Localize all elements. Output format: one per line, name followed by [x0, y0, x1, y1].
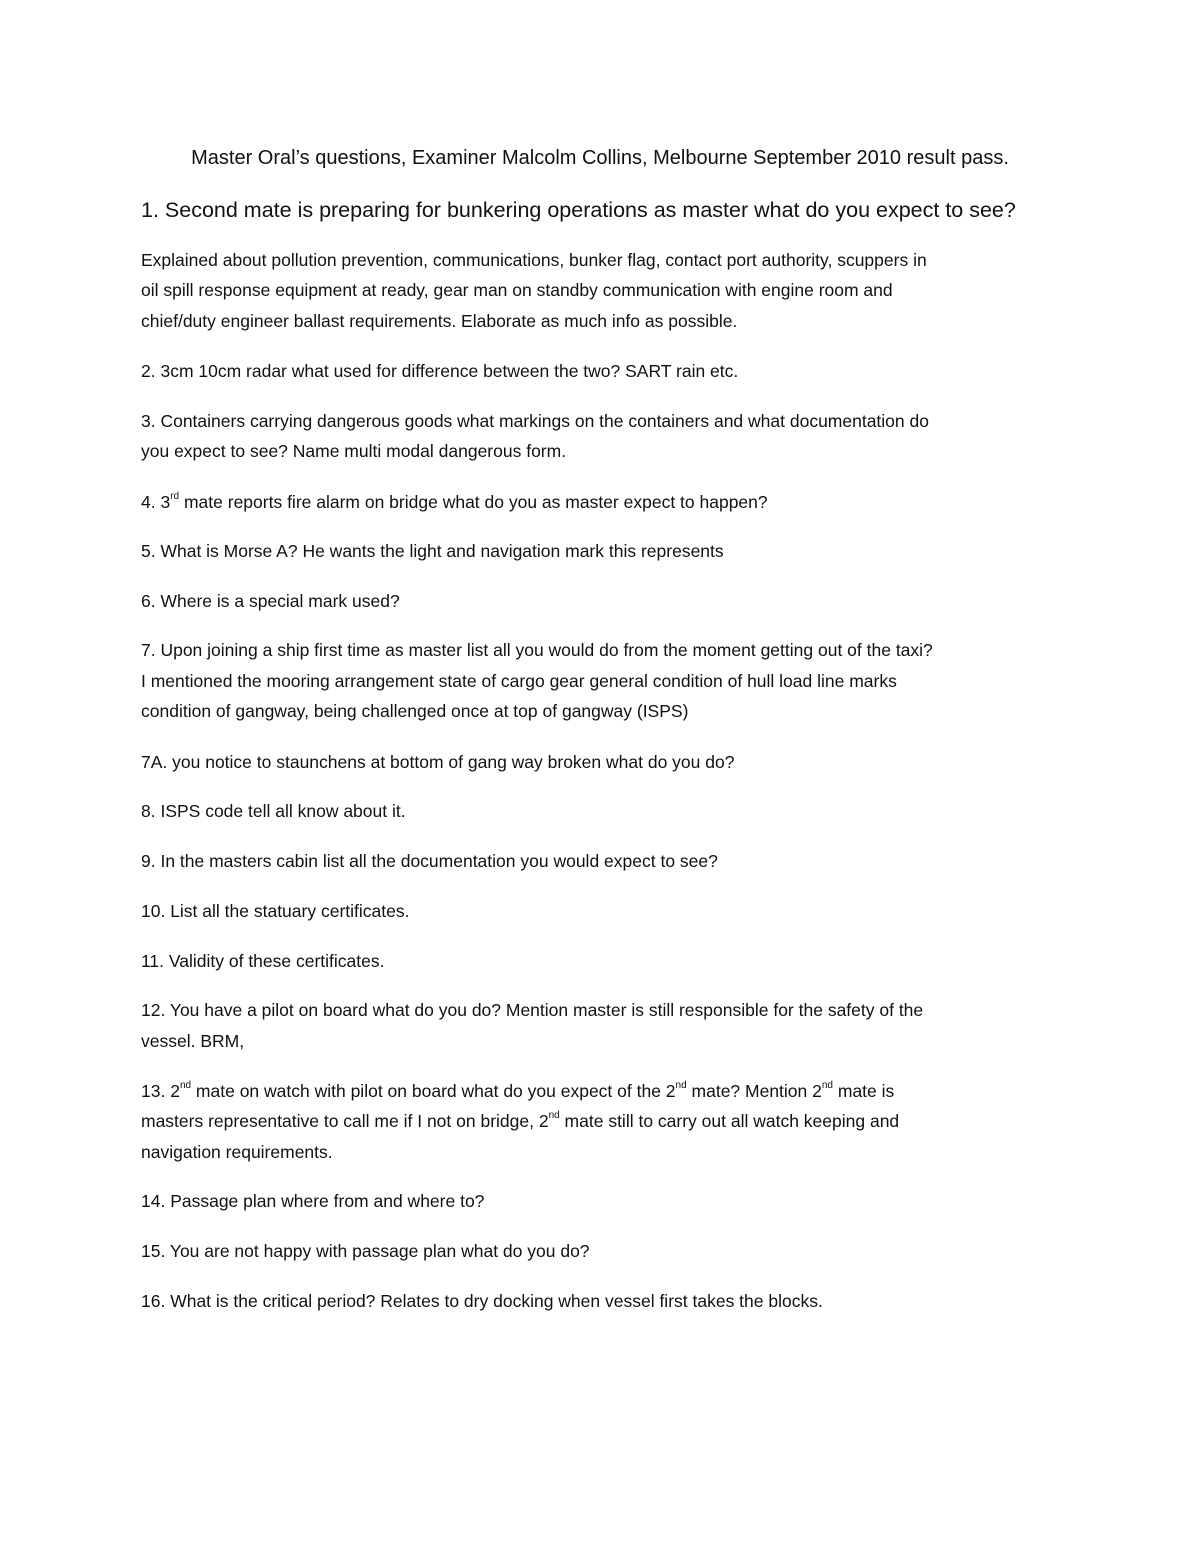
- question-13-sup-3: nd: [821, 1080, 833, 1092]
- question-2: 2. 3cm 10cm radar what used for difference between the two? SART rain etc.: [141, 361, 739, 381]
- question-5: 5. What is Morse A? He wants the light and navigation mark this represents: [141, 541, 724, 561]
- question-10: 10. List all the statuary certificates.: [141, 901, 410, 921]
- question-1-answer-line-2: oil spill response equipment at ready, gear man on standby communication with engine room and: [141, 280, 893, 300]
- question-14: 14. Passage plan where from and where to?: [141, 1191, 485, 1211]
- question-7-line-3: condition of gangway, being challenged once at top of gangway (ISPS): [141, 701, 689, 721]
- question-7a: 7A. you notice to staunchens at bottom of gang way broken what do you do?: [141, 752, 735, 772]
- question-4-prefix: 4. 3: [141, 492, 171, 512]
- question-13-l2-a: masters representative to call me if I not on bridge, 2: [141, 1111, 549, 1131]
- question-3-line-2: you expect to see? Name multi modal dangerous form.: [141, 441, 567, 461]
- question-7-line-2: I mentioned the mooring arrangement state of cargo gear general condition of hull load line marks: [141, 671, 897, 691]
- question-13-line-3: navigation requirements.: [141, 1142, 333, 1162]
- question-11: 11. Validity of these certificates.: [141, 951, 385, 971]
- question-13-l2-b: mate still to carry out all watch keeping and: [559, 1111, 900, 1131]
- question-1-heading: 1. Second mate is preparing for bunkering operations as master what do you expect to see?: [141, 198, 1016, 222]
- question-13-l1-b: mate on watch with pilot on board what do you expect of the 2: [191, 1081, 676, 1101]
- question-6: 6. Where is a special mark used?: [141, 591, 400, 611]
- question-13-sup-4: nd: [548, 1110, 560, 1122]
- question-13-l1-a: 13. 2: [141, 1081, 180, 1101]
- question-1-answer-line-3: chief/duty engineer ballast requirements. Elaborate as much info as possible.: [141, 311, 738, 331]
- question-13-l1-d: mate is: [833, 1081, 895, 1101]
- question-4: [141, 490, 768, 514]
- question-9: 9. In the masters cabin list all the documentation you would expect to see?: [141, 851, 718, 871]
- question-16: 16. What is the critical period? Relates to dry docking when vessel first takes the blocks.: [141, 1291, 823, 1311]
- document-title: Master Oral’s questions, Examiner Malcolm Collins, Melbourne September 2010 result pass.: [191, 147, 1009, 169]
- question-13-line-2: [141, 1109, 899, 1133]
- question-13-l1-c: mate? Mention 2: [686, 1081, 822, 1101]
- question-1-answer-line-1: Explained about pollution prevention, communications, bunker flag, contact port authority, scuppers in: [141, 250, 927, 270]
- question-13-line-1: [141, 1079, 894, 1103]
- question-13-sup-2: nd: [675, 1080, 687, 1092]
- question-15: 15. You are not happy with passage plan what do you do?: [141, 1241, 590, 1261]
- question-7-line-1: 7. Upon joining a ship first time as master list all you would do from the moment getting out of the taxi?: [141, 640, 933, 660]
- question-8: 8. ISPS code tell all know about it.: [141, 801, 406, 821]
- question-13-sup-1: nd: [179, 1080, 192, 1092]
- question-12-line-2: vessel. BRM,: [141, 1031, 245, 1051]
- question-3-line-1: 3. Containers carrying dangerous goods what markings on the containers and what documentation do: [141, 411, 929, 431]
- question-4-suffix: mate reports fire alarm on bridge what do you as master expect to happen?: [179, 492, 768, 512]
- question-4-superscript: rd: [170, 491, 180, 503]
- question-12-line-1: 12. You have a pilot on board what do you do? Mention master is still responsible for the safety of the: [141, 1000, 924, 1020]
